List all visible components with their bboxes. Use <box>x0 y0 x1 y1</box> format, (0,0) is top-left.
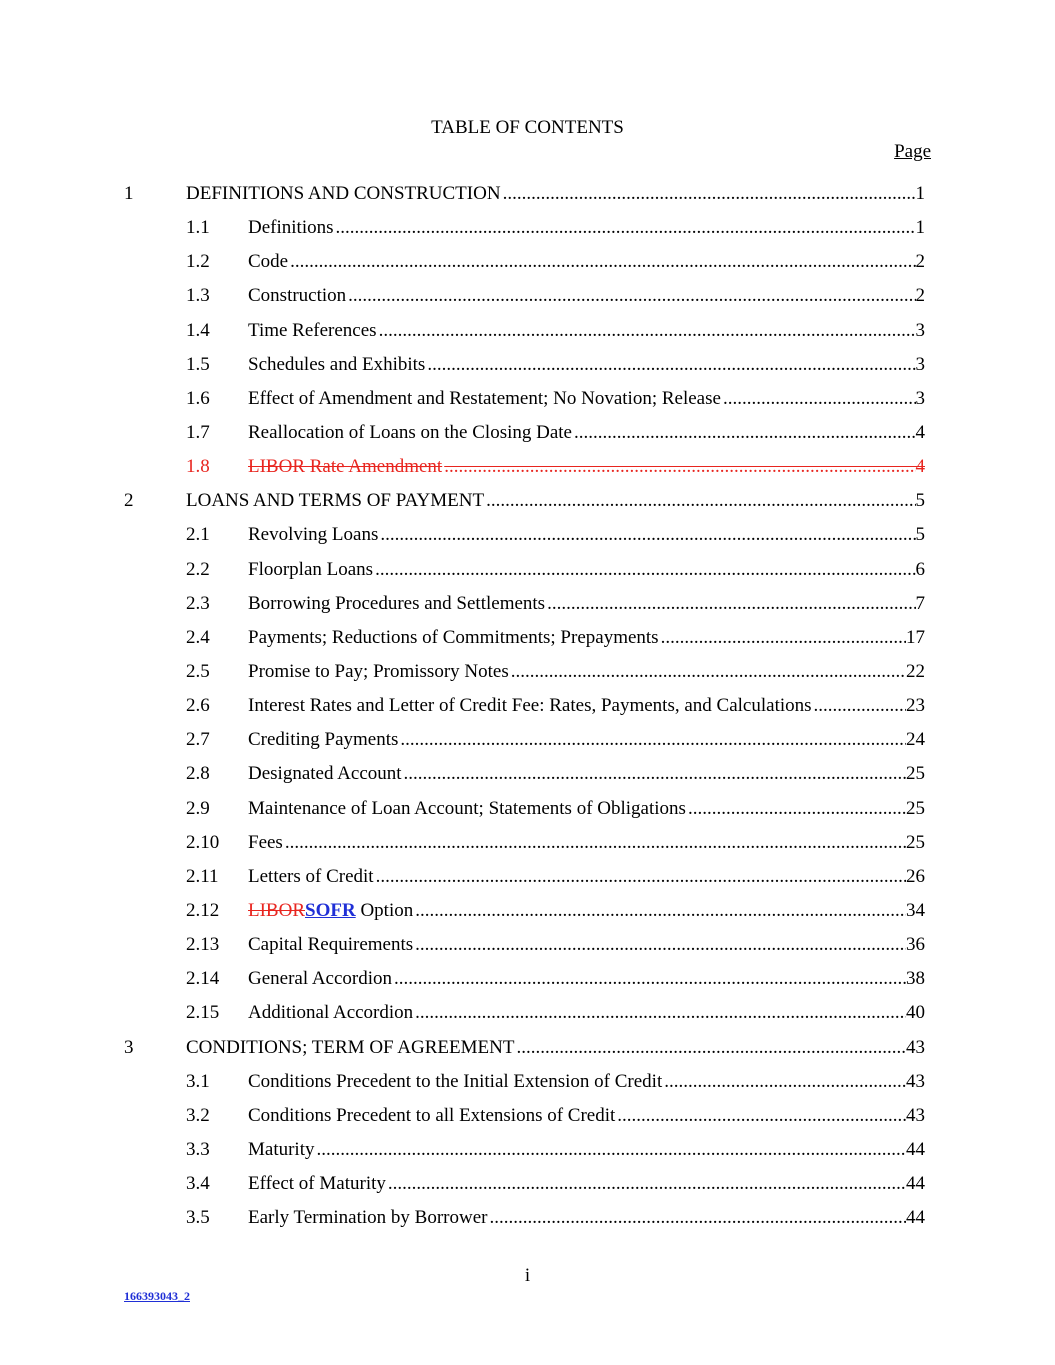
toc-entry-1-3[interactable] <box>124 279 925 313</box>
toc-entry-2-3[interactable] <box>124 587 925 621</box>
toc-number: 1.2 <box>186 251 210 273</box>
toc-page: 4 <box>915 456 925 478</box>
toc-label <box>248 894 413 928</box>
toc-label: Maturity <box>248 1138 315 1160</box>
toc-label: Effect of Maturity <box>248 1173 386 1195</box>
toc-entry-1-1[interactable] <box>124 211 925 245</box>
toc-label: Construction <box>248 285 347 307</box>
toc-number: 1.6 <box>186 387 210 409</box>
toc-page: 6 <box>915 558 925 580</box>
toc-label: Effect of Amendment and Restatement; No Novation; Release <box>248 387 721 409</box>
toc-label: Capital Requirements <box>248 934 414 956</box>
toc-number: 1.7 <box>186 421 210 443</box>
toc-page: 1 <box>915 217 925 239</box>
toc-number: 2.13 <box>186 934 220 956</box>
toc-entry-2-9[interactable] <box>124 792 925 826</box>
toc-entry-2-14[interactable] <box>124 962 925 996</box>
toc-entry-1-2[interactable] <box>124 245 925 279</box>
toc-page: 25 <box>906 763 925 785</box>
inserted-text: SOFR <box>305 899 356 921</box>
toc-number: 2.15 <box>186 1002 220 1024</box>
toc-entry-2-4[interactable] <box>124 621 925 655</box>
toc-entry-3-3[interactable] <box>124 1133 925 1167</box>
toc-page: 43 <box>906 1070 925 1092</box>
toc-number: 3.5 <box>186 1207 210 1229</box>
toc-number: 2.2 <box>186 558 210 580</box>
toc-section-2[interactable] <box>124 484 925 518</box>
toc-page: 43 <box>906 1104 925 1126</box>
toc-section-3[interactable] <box>124 1031 925 1065</box>
toc-label: Additional Accordion <box>248 1002 414 1024</box>
toc-label: Revolving Loans <box>248 524 379 546</box>
toc-number: 1.1 <box>186 217 210 239</box>
toc-label: Borrowing Procedures and Settlements <box>248 592 546 614</box>
toc-page: 7 <box>915 592 925 614</box>
toc-entry-2-1[interactable] <box>124 518 925 552</box>
toc-number: 3 <box>124 1036 134 1058</box>
toc-section-1[interactable] <box>124 177 925 211</box>
toc-number: 2.4 <box>186 626 210 648</box>
toc-entry-1-4[interactable] <box>124 314 925 348</box>
toc-number: 2.5 <box>186 660 210 682</box>
toc-entry-2-13[interactable] <box>124 928 925 962</box>
toc-number: 1.3 <box>186 285 210 307</box>
toc-label: DEFINITIONS AND CONSTRUCTION <box>186 183 501 204</box>
toc-page: 25 <box>906 797 925 819</box>
toc-entry-2-11[interactable] <box>124 860 925 894</box>
toc-label: Floorplan Loans <box>248 558 374 580</box>
toc-entry-3-1[interactable] <box>124 1065 925 1099</box>
toc-page: 4 <box>915 421 925 443</box>
toc-entry-2-7[interactable] <box>124 723 925 757</box>
toc-number: 2.10 <box>186 831 220 853</box>
toc-label: Promise to Pay; Promissory Notes <box>248 660 509 682</box>
label-rest: Option <box>355 899 414 921</box>
toc-entry-3-2[interactable] <box>124 1099 925 1133</box>
toc-label: Payments; Reductions of Commitments; Prepayments <box>248 626 659 648</box>
toc-page: 22 <box>906 660 925 682</box>
toc-entry-1-7[interactable] <box>124 416 925 450</box>
toc-page: 3 <box>915 387 925 409</box>
toc-number: 3.2 <box>186 1104 210 1126</box>
toc-page: 44 <box>906 1138 925 1160</box>
toc-page: 5 <box>915 524 925 546</box>
toc-entry-1-8-deleted[interactable] <box>124 450 925 484</box>
toc-page: 2 <box>915 251 925 273</box>
toc-number: 2.8 <box>186 763 210 785</box>
toc-page: 2 <box>915 285 925 307</box>
toc-label: Maintenance of Loan Account; Statements of Obligations <box>248 797 686 819</box>
toc-entry-1-6[interactable] <box>124 382 925 416</box>
page-number: i <box>524 1265 531 1286</box>
toc-label: Designated Account <box>248 763 402 785</box>
toc-page: 1 <box>915 183 925 204</box>
toc-page: 26 <box>906 865 925 887</box>
toc-page: 44 <box>906 1173 925 1195</box>
toc-entry-3-4[interactable] <box>124 1167 925 1201</box>
toc-page: 3 <box>915 353 925 375</box>
toc-number: 1.5 <box>186 353 210 375</box>
toc-page: 23 <box>906 695 925 717</box>
toc-number: 1.8 <box>186 456 210 478</box>
toc-label: Reallocation of Loans on the Closing Date <box>248 421 572 443</box>
toc-number: 2.7 <box>186 729 210 751</box>
toc-label: General Accordion <box>248 968 393 990</box>
toc-label: Fees <box>248 831 283 853</box>
toc-number: 1.4 <box>186 319 210 341</box>
toc-number: 2 <box>124 490 134 512</box>
toc-page: 17 <box>906 626 925 648</box>
toc-label: Crediting Payments <box>248 729 399 751</box>
toc-number: 2.6 <box>186 695 210 717</box>
toc-label: Schedules and Exhibits <box>248 353 426 375</box>
table-of-contents <box>124 177 925 1235</box>
toc-entry-2-15[interactable] <box>124 996 925 1030</box>
toc-label: Definitions <box>248 217 334 239</box>
toc-number: 2.9 <box>186 797 210 819</box>
toc-entry-2-5[interactable] <box>124 655 925 689</box>
toc-label: CONDITIONS; TERM OF AGREEMENT <box>186 1036 515 1058</box>
toc-label: Time References <box>248 319 377 341</box>
toc-page: 3 <box>915 319 925 341</box>
toc-entry-2-8[interactable] <box>124 757 925 791</box>
deleted-text: LIBOR <box>248 899 305 921</box>
toc-number: 2.14 <box>186 968 220 990</box>
toc-page: 34 <box>906 899 925 921</box>
toc-label: LOANS AND TERMS OF PAYMENT <box>186 490 485 512</box>
toc-title: TABLE OF CONTENTS <box>431 117 624 138</box>
toc-number: 1 <box>124 183 134 204</box>
toc-page: 44 <box>906 1207 925 1229</box>
document-id-link[interactable]: 166393043_2 <box>124 1289 190 1303</box>
toc-number: 3.1 <box>186 1070 210 1092</box>
toc-entry-2-12[interactable] <box>124 894 925 928</box>
toc-entry-3-5[interactable] <box>124 1201 925 1235</box>
toc-label: Conditions Precedent to the Initial Extension of Credit <box>248 1070 663 1092</box>
toc-number: 2.1 <box>186 524 210 546</box>
toc-page: 40 <box>906 1002 925 1024</box>
toc-entry-2-10[interactable] <box>124 826 925 860</box>
toc-page: 38 <box>906 968 925 990</box>
toc-label: LIBOR Rate Amendment <box>248 456 443 478</box>
toc-number: 2.12 <box>186 899 220 921</box>
toc-entry-1-5[interactable] <box>124 348 925 382</box>
toc-number: 3.3 <box>186 1138 210 1160</box>
toc-number: 2.3 <box>186 592 210 614</box>
page-column-header: Page <box>894 141 931 162</box>
toc-number: 2.11 <box>186 865 219 887</box>
toc-label: Conditions Precedent to all Extensions of Credit <box>248 1104 616 1126</box>
toc-number: 3.4 <box>186 1173 210 1195</box>
toc-page: 5 <box>915 490 925 512</box>
toc-label: Interest Rates and Letter of Credit Fee: Rates, Payments, and Calculations <box>248 695 812 717</box>
toc-page: 43 <box>906 1036 925 1058</box>
toc-entry-2-2[interactable] <box>124 553 925 587</box>
toc-page: 24 <box>906 729 925 751</box>
toc-page: 36 <box>906 934 925 956</box>
toc-label: Letters of Credit <box>248 865 374 887</box>
toc-entry-2-6[interactable] <box>124 689 925 723</box>
toc-label: Early Termination by Borrower <box>248 1207 488 1229</box>
toc-label: Code <box>248 251 289 273</box>
toc-page: 25 <box>906 831 925 853</box>
